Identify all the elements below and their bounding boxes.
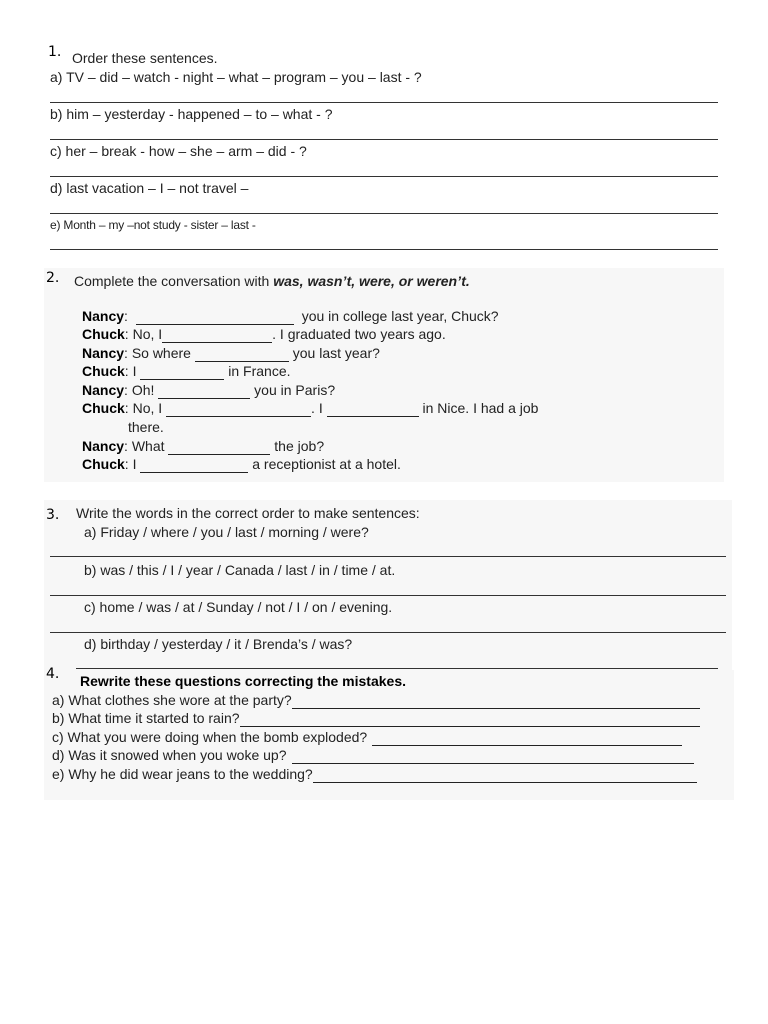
blank-1[interactable] [136,310,294,325]
speaker-chuck: Chuck [82,400,125,416]
line-3-before: So where [131,345,191,361]
line-8-after: a receptionist at a hotel. [252,456,401,472]
section1-answer-a[interactable] [50,84,718,103]
conversation-line-5 [82,382,335,399]
section1-number: 1. [48,44,62,60]
section4-item-d [52,747,694,764]
line-2-after: . I graduated two years ago. [272,326,446,342]
section1-answer-e-input[interactable] [50,231,718,249]
line-2-before: No, I [132,326,163,342]
section1-answer-c-input[interactable] [50,158,718,176]
speaker-colon: : [124,382,128,398]
speaker-colon: : [124,456,129,472]
conversation-line-4 [82,363,291,380]
line-5-before: Oh! [131,382,155,398]
section3-item-c: c) home / was / at / Sunday / not / I / on / evening. [84,599,393,615]
speaker-nancy: Nancy [82,382,125,398]
conversation-line-7 [82,438,324,455]
speaker-colon: : [124,363,129,379]
section4-question-e: e) Why he did wear jeans to the wedding? [52,766,313,782]
speaker-colon: : [124,438,128,454]
blank-9[interactable] [140,458,248,473]
line-1-after: you in college last year, Chuck? [301,308,499,324]
blank-7[interactable] [327,402,419,417]
section1-answer-b-input[interactable] [50,121,718,139]
speaker-colon: : [124,326,129,342]
line-7-before: What [131,438,165,454]
section4-answer-a[interactable] [292,694,700,709]
section1-answer-d[interactable] [50,195,718,214]
section4-item-c [52,729,682,746]
section3-answer-b[interactable] [50,577,726,596]
section4-answer-e[interactable] [313,768,697,783]
speaker-chuck: Chuck [82,326,125,342]
speaker-chuck: Chuck [82,456,125,472]
line-3-after: you last year? [292,345,380,361]
section3-answer-a-input[interactable] [50,538,726,556]
section1-answer-c[interactable] [50,158,718,177]
section4-number: 4. [46,666,60,682]
blank-3[interactable] [195,347,289,362]
section3-item-b: b) was / this / I / year / Canada / last / in / time / at. [84,562,396,578]
section2-title-options: was, wasn’t, were, or weren’t. [273,273,470,289]
section3-number: 3. [46,507,60,523]
line-4-before: I [132,363,137,379]
conversation-line-1 [82,308,499,325]
section1-item-a: a) TV – did – watch - night – what – program – you – last - ? [50,69,422,85]
section1-item-e: e) Month – my –not study - sister – last - [50,218,256,232]
speaker-colon: : [124,308,128,324]
section4-item-a [52,692,700,709]
section1-title: Order these sentences. [72,50,218,66]
section1-item-b: b) him – yesterday - happened – to – what - ? [50,106,333,122]
conversation-line-3 [82,345,380,362]
section2-title-plain: Complete the conversation with [74,273,274,289]
section3-item-a: a) Friday / where / you / last / morning / were? [84,524,369,540]
section4-answer-c[interactable] [372,731,682,746]
section4-answer-b[interactable] [240,712,700,727]
conversation-line-6 [82,400,538,417]
blank-8[interactable] [168,440,270,455]
blank-2[interactable] [162,328,272,343]
speaker-chuck: Chuck [82,363,125,379]
line-5-after: you in Paris? [254,382,336,398]
speaker-nancy: Nancy [82,345,125,361]
section1-item-c: c) her – break - how – she – arm – did - ? [50,143,307,159]
section4-answer-d[interactable] [292,749,694,764]
section3-answer-c-input[interactable] [50,614,726,632]
section1-answer-e[interactable] [50,231,718,250]
section4-question-d: d) Was it snowed when you woke up? [52,747,287,763]
section4-question-c: c) What you were doing when the bomb exploded? [52,729,368,745]
line-6-middle: . I [311,400,323,416]
blank-4[interactable] [140,365,224,380]
section3-answer-c[interactable] [50,614,726,633]
line-8-before: I [132,456,137,472]
conversation-line-6-continuation: there. [128,419,164,435]
section4-title: Rewrite these questions correcting the mistakes. [80,673,406,689]
section1-answer-a-input[interactable] [50,84,718,102]
section1-answer-b[interactable] [50,121,718,140]
speaker-nancy: Nancy [82,308,125,324]
section2-title [74,273,470,289]
section4-item-e [52,766,697,783]
blank-5[interactable] [158,384,250,399]
section4-question-a: a) What clothes she wore at the party? [52,692,292,708]
line-4-after: in France. [228,363,291,379]
section3-answer-b-input[interactable] [50,577,726,595]
speaker-nancy: Nancy [82,438,125,454]
line-7-after: the job? [274,438,325,454]
section1-answer-d-input[interactable] [50,195,718,213]
section3-answer-d[interactable] [76,650,718,669]
line-6-after: in Nice. I had a job [422,400,539,416]
line-6-before: No, I [132,400,163,416]
section1-item-d: d) last vacation – I – not travel – [50,180,249,196]
section3-answer-d-input[interactable] [76,650,718,668]
conversation-line-8 [82,456,401,473]
section3-item-d: d) birthday / yesterday / it / Brenda’s / was? [84,636,353,652]
speaker-colon: : [124,400,129,416]
section4-question-b: b) What time it started to rain? [52,710,240,726]
conversation-line-2 [82,326,446,343]
section4-item-b [52,710,700,727]
speaker-colon: : [124,345,128,361]
blank-6[interactable] [166,402,311,417]
section3-answer-a[interactable] [50,538,726,557]
section2-number: 2. [46,270,60,286]
section3-title: Write the words in the correct order to make sentences: [76,505,420,521]
